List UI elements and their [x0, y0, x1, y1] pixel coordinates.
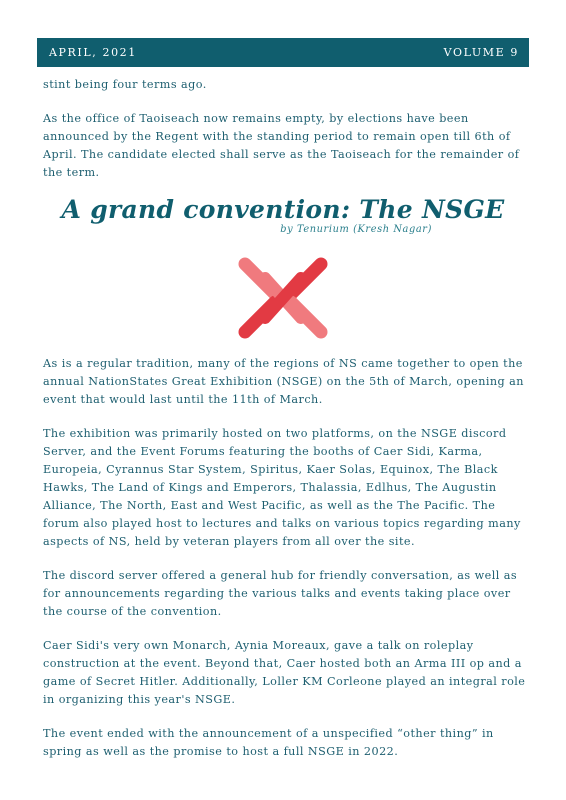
- nsge-cross-logo-icon: [235, 252, 331, 344]
- intro-paragraph-1: stint being four terms ago.: [43, 78, 207, 91]
- article-paragraph-3: The discord server offered a general hub for friendly conversation, as well as for announcements regarding the various talks and events taking place over the course of the convention.: [43, 569, 518, 618]
- article-paragraph-4: Caer Sidi's very own Monarch, Aynia Moreaux, gave a talk on roleplay construction at the event. Beyond that, Caer hosted both an Arma III op and a game of Secret Hitler. Additionally, Loller KM Corleone played an integral role in organizing this year's NSGE.: [43, 639, 526, 706]
- issue-date: APRIL, 2021: [49, 46, 137, 59]
- article-paragraph-2: The exhibition was primarily hosted on two platforms, on the NSGE discord Server, and the Event Forums featuring the booths of Caer Sidi, Karma, Europeia, Cyrannus Star System, Spiritus, Kaer Solas, Equinox, The Black Hawks, The Land of Kings and Emperors, Thalassia, Edlhus, The Augustin Alliance, The North, East and West Pacific, as well as the The Pacific. The forum also played host to lectures and talks on various topics regarding many aspects of NS, held by veteran players from all over the site.: [43, 427, 521, 548]
- article-title: A grand convention: The NSGE: [61, 195, 505, 224]
- article-heading: [0, 195, 566, 225]
- article-byline: by Tenurium (Kresh Nagar): [280, 224, 432, 235]
- article-paragraph-5: The event ended with the announcement of a unspecified “other thing” in spring as well as the promise to host a full NSGE in 2022.: [43, 727, 494, 758]
- article-paragraph-1: As is a regular tradition, many of the regions of NS came together to open the annual NationStates Great Exhibition (NSGE) on the 5th of March, opening an event that would last until the 11th of March.: [43, 357, 524, 406]
- header-banner: [37, 38, 529, 67]
- intro-section: [43, 76, 525, 182]
- article-body: [43, 355, 527, 761]
- intro-paragraph-2: As the office of Taoiseach now remains empty, by elections have been announced by the Regent with the standing period to remain open till 6th of April. The candidate elected shall serve as the Taoiseach for the remainder of the term.: [43, 112, 520, 179]
- issue-volume: VOLUME 9: [443, 46, 519, 59]
